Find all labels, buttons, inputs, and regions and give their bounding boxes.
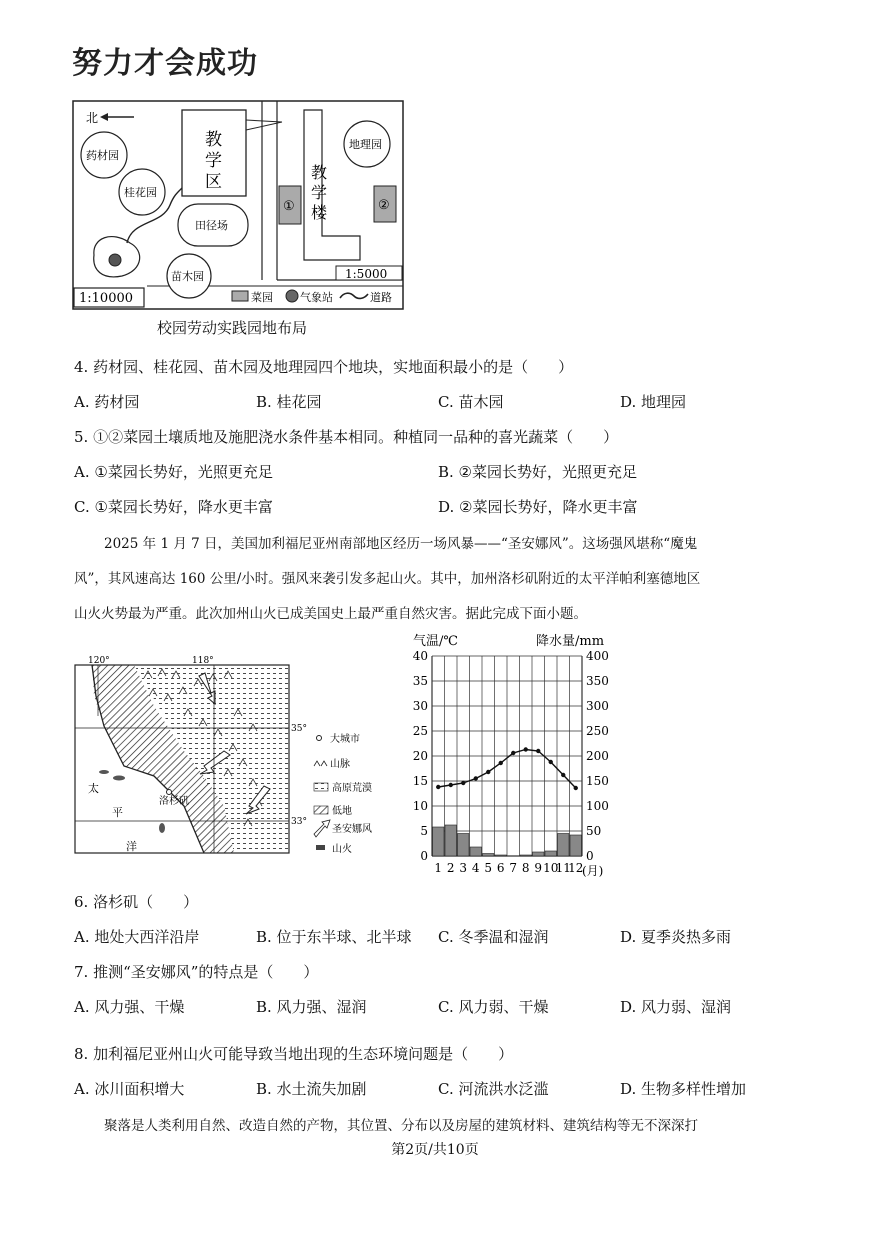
scale-right: 1:5000 <box>345 267 388 281</box>
precip-bar <box>495 855 507 856</box>
california-map <box>74 656 394 860</box>
tick-left: 35 <box>412 674 428 688</box>
plot-yaocai: 药材园 <box>86 149 119 162</box>
legend-garden: 菜园 <box>251 291 273 304</box>
marker-2: ② <box>378 198 390 213</box>
month-label: 6 <box>496 861 505 875</box>
question-7: 7. 推测“圣安娜风”的特点是（ ） <box>74 963 319 981</box>
tick-left: 15 <box>412 774 428 788</box>
lon-120: 120° <box>88 656 110 666</box>
month-label: 9 <box>534 861 543 875</box>
city-label: 洛杉矶 <box>159 796 189 807</box>
tick-right: 50 <box>586 824 602 838</box>
month-label: 3 <box>459 861 468 875</box>
month-label: 7 <box>509 861 518 875</box>
temperature-point <box>436 785 440 789</box>
temperature-point <box>549 760 553 764</box>
passage-line-3: 山火火势最为严重。此次加州山火已成美国史上最严重自然灾害。据此完成下面小题。 <box>74 606 587 622</box>
tick-right: 400 <box>586 649 609 663</box>
q6-option-c[interactable]: C. 冬季温和湿润 <box>438 928 549 946</box>
month-label: 10 <box>543 861 559 875</box>
q5-option-b[interactable]: B. ②菜园长势好，光照更充足 <box>438 463 638 481</box>
question-5: 5. ①②菜园土壤质地及施肥浇水条件基本相同。种植同一品种的喜光蔬菜（ ） <box>74 428 619 446</box>
teaching-area-char-3: 区 <box>205 172 222 192</box>
temperature-point <box>461 781 465 785</box>
lat-33: 33° <box>291 817 307 827</box>
q8-option-c[interactable]: C. 河流洪水泛滥 <box>438 1080 549 1098</box>
question-6: 6. 洛杉矶（ ） <box>74 893 199 911</box>
month-label: 12 <box>568 861 584 875</box>
temperature-point <box>536 749 540 753</box>
tick-right: 150 <box>586 774 609 788</box>
q5-option-d[interactable]: D. ②菜园长势好，降水更丰富 <box>438 498 638 516</box>
temperature-point <box>511 751 515 755</box>
tick-left: 40 <box>412 649 428 663</box>
tick-right: 200 <box>586 749 609 763</box>
precip-bar <box>483 854 495 857</box>
q4-option-a[interactable]: A. 药材园 <box>74 393 140 411</box>
x-unit: (月) <box>582 864 604 878</box>
q7-option-a[interactable]: A. 风力强、干燥 <box>74 998 185 1016</box>
tick-left: 5 <box>420 824 428 838</box>
legend-desert: 高原荒漠 <box>332 783 372 794</box>
precip-bar <box>458 834 470 857</box>
tick-left: 30 <box>412 699 428 713</box>
legend-road: 道路 <box>370 291 392 304</box>
ocean-char-2: 平 <box>112 806 123 819</box>
month-label: 2 <box>446 861 455 875</box>
q4-option-b[interactable]: B. 桂花园 <box>256 393 322 411</box>
question-4: 4. 药材园、桂花园、苗木园及地理园四个地块，实地面积最小的是（ ） <box>74 358 574 376</box>
plot-miaomu: 苗木园 <box>171 270 204 283</box>
legend-station: 气象站 <box>300 291 333 304</box>
tick-left: 20 <box>412 749 428 763</box>
q4-option-c[interactable]: C. 苗木园 <box>438 393 504 411</box>
month-label: 5 <box>484 861 493 875</box>
teaching-area-char-2: 学 <box>205 151 222 171</box>
temperature-point <box>449 783 453 787</box>
legend-fire: 山火 <box>332 844 352 855</box>
q8-option-d[interactable]: D. 生物多样性增加 <box>620 1080 747 1098</box>
tick-left: 25 <box>412 724 428 738</box>
page-footer: 第2页/共10页 <box>391 1142 479 1158</box>
tick-left: 10 <box>412 799 428 813</box>
precip-bar <box>445 825 457 856</box>
building-char-1: 教 <box>311 163 328 182</box>
passage-next-line: 聚落是人类利用自然、改造自然的产物，其位置、分布以及房屋的建筑材料、建筑结构等无不深深打 <box>104 1118 698 1134</box>
month-label: 11 <box>555 861 571 875</box>
climate-chart <box>406 628 616 880</box>
q7-option-c[interactable]: C. 风力弱、干燥 <box>438 998 549 1016</box>
temperature-point <box>474 776 478 780</box>
month-label: 8 <box>521 861 530 875</box>
scale-left: 1:10000 <box>79 291 134 306</box>
question-8: 8. 加利福尼亚州山火可能导致当地出现的生态环境问题是（ ） <box>74 1045 514 1063</box>
q8-option-b[interactable]: B. 水土流失加剧 <box>256 1080 367 1098</box>
plot-field: 田径场 <box>195 219 228 232</box>
plot-guihua: 桂花园 <box>124 186 157 199</box>
plot-dili: 地理园 <box>349 138 382 151</box>
precip-bar <box>570 835 582 856</box>
ocean-char-3: 洋 <box>126 840 137 853</box>
map-caption: 校园劳动实践园地布局 <box>157 319 308 337</box>
legend-city: 大城市 <box>330 734 360 745</box>
temperature-point <box>524 747 528 751</box>
precip-bar <box>433 827 445 856</box>
teaching-area-char-1: 教 <box>205 130 222 150</box>
temperature-point <box>574 786 578 790</box>
passage-line-2: 风”，其风速高达 160 公里/小时。强风来袭引发多起山火。其中，加州洛杉矶附近的太平洋帕利塞德地区 <box>74 571 701 587</box>
tick-left: 0 <box>420 849 428 863</box>
legend-lowland: 低地 <box>332 806 352 817</box>
ylabel-left: 气温/℃ <box>413 634 458 649</box>
q6-option-a[interactable]: A. 地处大西洋沿岸 <box>74 928 200 946</box>
q6-option-d[interactable]: D. 夏季炎热多雨 <box>620 928 732 946</box>
tick-right: 300 <box>586 699 609 713</box>
precip-bar <box>558 834 570 857</box>
legend-wind: 圣安娜风 <box>332 824 372 835</box>
tick-right: 250 <box>586 724 609 738</box>
campus-layout-map <box>72 100 404 312</box>
q4-option-d[interactable]: D. 地理园 <box>620 393 687 411</box>
page-header: 努力才会成功 <box>72 46 258 81</box>
ylabel-right: 降水量/mm <box>536 634 605 649</box>
tick-right: 100 <box>586 799 609 813</box>
lat-35: 35° <box>291 724 307 734</box>
tick-right: 0 <box>586 849 594 863</box>
q5-option-c[interactable]: C. ①菜园长势好，降水更丰富 <box>74 498 273 516</box>
precip-bar <box>470 847 482 856</box>
month-label: 1 <box>434 861 443 875</box>
legend-mountain: 山脉 <box>330 759 350 770</box>
building-char-3: 楼 <box>311 203 328 222</box>
precip-bar <box>533 852 545 856</box>
precip-bar <box>545 851 557 856</box>
precip-bar <box>520 855 532 856</box>
temperature-point <box>486 770 490 774</box>
temperature-point <box>499 761 503 765</box>
temperature-point <box>561 773 565 777</box>
month-label: 4 <box>471 861 480 875</box>
q6-option-b[interactable]: B. 位于东半球、北半球 <box>256 928 412 946</box>
lon-118: 118° <box>192 656 214 666</box>
q7-option-b[interactable]: B. 风力强、湿润 <box>256 998 367 1016</box>
marker-1: ① <box>283 199 295 214</box>
north-label: 北 <box>86 111 99 125</box>
tick-right: 350 <box>586 674 609 688</box>
q7-option-d[interactable]: D. 风力弱、湿润 <box>620 998 732 1016</box>
passage-line-1: 2025 年 1 月 7 日，美国加利福尼亚州南部地区经历一场风暴——“圣安娜风”。这场强风堪称“魔鬼 <box>104 536 698 552</box>
q5-option-a[interactable]: A. ①菜园长势好，光照更充足 <box>74 463 273 481</box>
building-char-2: 学 <box>311 183 328 202</box>
q8-option-a[interactable]: A. 冰川面积增大 <box>74 1080 185 1098</box>
ocean-char-1: 太 <box>88 782 99 795</box>
